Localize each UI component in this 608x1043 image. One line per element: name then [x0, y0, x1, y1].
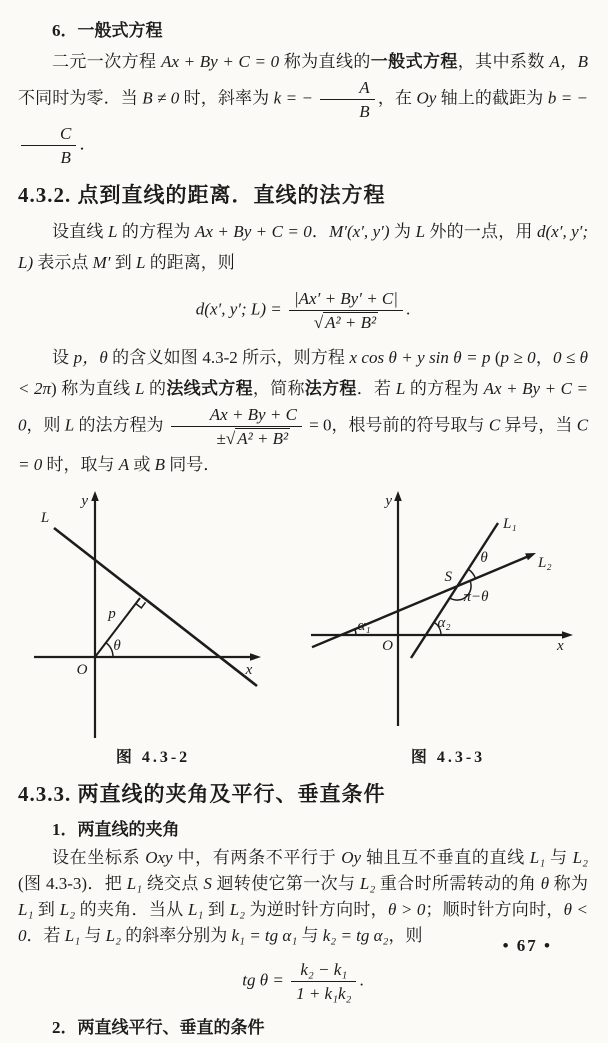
text-run: 中，有两条不平行于: [172, 848, 342, 867]
y-axis-label: y: [385, 493, 392, 509]
text-run: p，θ: [73, 347, 108, 367]
text-run: ) 称为直线: [51, 378, 136, 398]
fraction: [289, 288, 403, 334]
text-run: ，则: [388, 926, 423, 945]
text-run: 的: [144, 378, 167, 398]
text-run: ；顺时针方向时，: [425, 900, 564, 919]
text-run: ．若: [26, 926, 65, 945]
text-run: 不同时为零．当: [18, 88, 143, 108]
figure-4-3-3-drawing: [308, 488, 588, 740]
text-run: Oy: [416, 88, 437, 108]
text-run: Ax + By + C = 0: [195, 222, 312, 241]
theta-label: θ: [113, 638, 121, 654]
text-run: ．若: [356, 378, 396, 398]
text-run: 一般式方程: [370, 52, 458, 71]
text-run: b = −: [547, 88, 589, 108]
text-run: ．: [79, 134, 97, 154]
text-run: 与: [80, 926, 106, 945]
text-run: L: [64, 415, 75, 435]
text-run: 设: [52, 347, 74, 367]
text-run: L: [136, 253, 146, 272]
text-run: 设在坐标系: [52, 848, 146, 867]
text-run: L₂: [359, 874, 376, 893]
text-run: A: [118, 455, 130, 474]
text-run: C = 0: [18, 415, 589, 474]
text-run: L₂: [105, 926, 121, 945]
paragraph-angle-between-lines: [18, 845, 588, 949]
fraction: [291, 959, 356, 1005]
text-run: B: [60, 147, 71, 167]
text-run: 为: [389, 222, 416, 241]
line-L2-arrow-icon: [525, 553, 536, 560]
theta-label: θ: [480, 550, 488, 566]
text-run: k₁ = tg α₁: [231, 926, 298, 945]
figure-4-3-3: [308, 488, 588, 767]
text-run: B: [359, 102, 370, 122]
alpha2-label: α₂: [437, 615, 451, 631]
text-run: 迴转使它第一次与: [211, 874, 360, 893]
text-run: p ≥ 0: [500, 347, 536, 367]
page-number: • 67 •: [502, 936, 552, 955]
text-run: (: [490, 347, 501, 367]
text-run: .: [359, 970, 364, 990]
radical: √ A² + B²: [313, 313, 377, 333]
text-run: C: [60, 123, 72, 143]
fraction: [171, 404, 302, 450]
figure-4-3-2-caption: 图 4.3-2: [115, 749, 191, 766]
text-run: L₂: [229, 900, 246, 919]
text-run: L₁: [187, 900, 204, 919]
text-run: |Ax′ + By′ + C|: [294, 289, 398, 308]
text-run: 的方程为: [117, 222, 196, 241]
text-run: 绕交点: [142, 874, 204, 893]
text-run: 0 ≤ θ < 2π: [18, 347, 588, 398]
text-run: 到: [110, 253, 137, 272]
x-axis-arrow-icon: [250, 653, 261, 661]
p-label: p: [108, 606, 116, 622]
text-run: 到: [33, 900, 60, 919]
origin-label: O: [76, 662, 88, 678]
figure-4-3-2: [18, 488, 288, 767]
text-run: B: [154, 455, 166, 474]
pi-minus-theta-label: π−θ: [463, 589, 489, 605]
text-run: M′(x′, y′): [329, 222, 390, 241]
text-run: ．: [311, 222, 330, 241]
figures-row: [18, 488, 588, 767]
text-run: L₁: [18, 900, 34, 919]
y-axis-label: y: [81, 493, 88, 509]
text-run: ，简称: [252, 378, 305, 398]
fraction: [21, 123, 76, 169]
text-run: 法方程: [304, 378, 357, 398]
text-run: 的方程为: [405, 378, 484, 398]
text-run: k₂ = tg α₂: [322, 926, 389, 945]
text-run: L₁: [529, 848, 546, 867]
text-run: 的夹角．当从: [75, 900, 188, 919]
text-run: L₂: [59, 900, 76, 919]
text-run: 异号，当: [500, 415, 577, 435]
text-run: 外的一点，用: [425, 222, 538, 241]
text-run: k₂ − k₁: [300, 960, 348, 979]
text-run: Oxy: [145, 848, 173, 867]
text-run: 称为: [549, 874, 589, 893]
text-run: M′: [92, 253, 111, 272]
text-run: 同号．: [165, 455, 221, 474]
subsection-2-title: 2．两直线平行、垂直的条件: [52, 1017, 265, 1037]
text-run: 1 + k₁k₂: [296, 984, 352, 1004]
text-run: 称为直线的: [279, 52, 371, 71]
subsection-6-title: 6．一般式方程: [52, 21, 163, 40]
text-run: L: [395, 378, 406, 398]
theta-arc: [106, 643, 113, 657]
text-run: 与: [297, 926, 323, 945]
text-run: ，其中系数: [457, 52, 550, 71]
text-run: L₂: [572, 848, 589, 867]
text-run: 的距离，则: [145, 253, 235, 272]
text-run: A，B: [549, 52, 589, 71]
text-run: ，则: [26, 415, 65, 435]
text-run: x cos θ + y sin θ = p: [349, 347, 491, 367]
figure-4-3-3-caption: 图 4.3-3: [410, 749, 486, 766]
section-432-title: 4.3.2. 点到直线的距离．直线的法方程: [18, 183, 386, 207]
text-run: Ax + By + C = 0: [18, 378, 588, 435]
line-L2: [312, 556, 529, 647]
text-run: 重合时所需转动的角: [375, 874, 541, 893]
text-run: A: [359, 78, 370, 97]
text-run: S: [203, 874, 212, 893]
text-run: 二元一次方程: [52, 52, 162, 71]
intersection-S-label: S: [444, 569, 452, 585]
text-run: 时，取与: [42, 455, 119, 474]
text-run: 时，斜率为: [179, 88, 274, 108]
text-run: L: [107, 222, 118, 241]
text-run: = 0，根号前的符号取与: [304, 415, 489, 435]
figure-4-3-2-drawing: [18, 488, 288, 740]
text-run: k = −: [273, 88, 318, 108]
text-run: 的含义如图 4.3-2 所示，则方程: [107, 347, 350, 367]
paragraph-general-form: [18, 46, 588, 168]
text-run: 为逆时针方向时，: [245, 900, 388, 919]
origin-label: O: [382, 638, 393, 654]
line-L2-label: L₂: [538, 555, 552, 571]
text-run: 的斜率分别为: [121, 926, 232, 945]
line-L1-label: L₁: [503, 516, 517, 532]
text-run: 法线式方程: [166, 378, 253, 398]
text-run: C: [488, 415, 501, 435]
text-run: L: [415, 222, 426, 241]
fraction: [320, 77, 374, 123]
theta-arc: [468, 569, 475, 578]
alpha1-label: α₁: [357, 618, 371, 634]
text-run: 轴且互不垂直的直线: [361, 848, 530, 867]
y-axis-arrow-icon: [91, 491, 99, 501]
text-run: θ < 0: [18, 900, 589, 945]
text-run: tg θ =: [242, 970, 289, 990]
text-run: 表示点: [33, 253, 93, 272]
text-run: 的法方程为: [74, 415, 168, 435]
text-run: Oy: [341, 848, 362, 867]
text-run: 到: [203, 900, 230, 919]
text-run: 与: [545, 848, 573, 867]
section-433-title: 4.3.3. 两直线的夹角及平行、垂直条件: [18, 782, 386, 806]
text-run: 或: [129, 455, 155, 474]
paragraph-normal-equation: [18, 342, 588, 481]
text-run: ±: [216, 428, 226, 448]
text-run: ，: [535, 347, 553, 367]
text-run: L₁: [126, 874, 143, 893]
y-axis-arrow-icon: [394, 491, 402, 501]
x-axis-label: x: [557, 638, 564, 654]
text-run: .: [405, 299, 411, 319]
text-run: Ax + By + C: [209, 404, 297, 424]
text-run: ，在: [377, 88, 417, 108]
paragraph-distance-definition: [18, 216, 588, 278]
text-run: L₁: [64, 926, 81, 945]
text-run: d(x′, y′; L): [18, 222, 589, 272]
text-run: L: [135, 378, 145, 398]
text-run: θ > 0: [387, 900, 426, 919]
text-run: 设直线: [52, 222, 108, 241]
text-run: (图 4.3-3)．把: [18, 874, 127, 893]
text-run: B ≠ 0: [142, 88, 180, 108]
line-L-label: L: [40, 510, 50, 526]
formula-tangent-angle: [18, 959, 588, 1005]
text-run: Ax + By + C = 0: [161, 52, 280, 71]
radical: √ A² + B²: [225, 428, 289, 448]
formula-point-line-distance: [18, 288, 588, 334]
subsection-1-title: 1．两直线的夹角: [52, 820, 180, 839]
text-run: d(x′, y′; L) =: [195, 299, 286, 319]
text-run: 轴上的截距为: [436, 88, 548, 108]
x-axis-label: x: [245, 662, 253, 678]
text-run: θ: [540, 874, 550, 893]
